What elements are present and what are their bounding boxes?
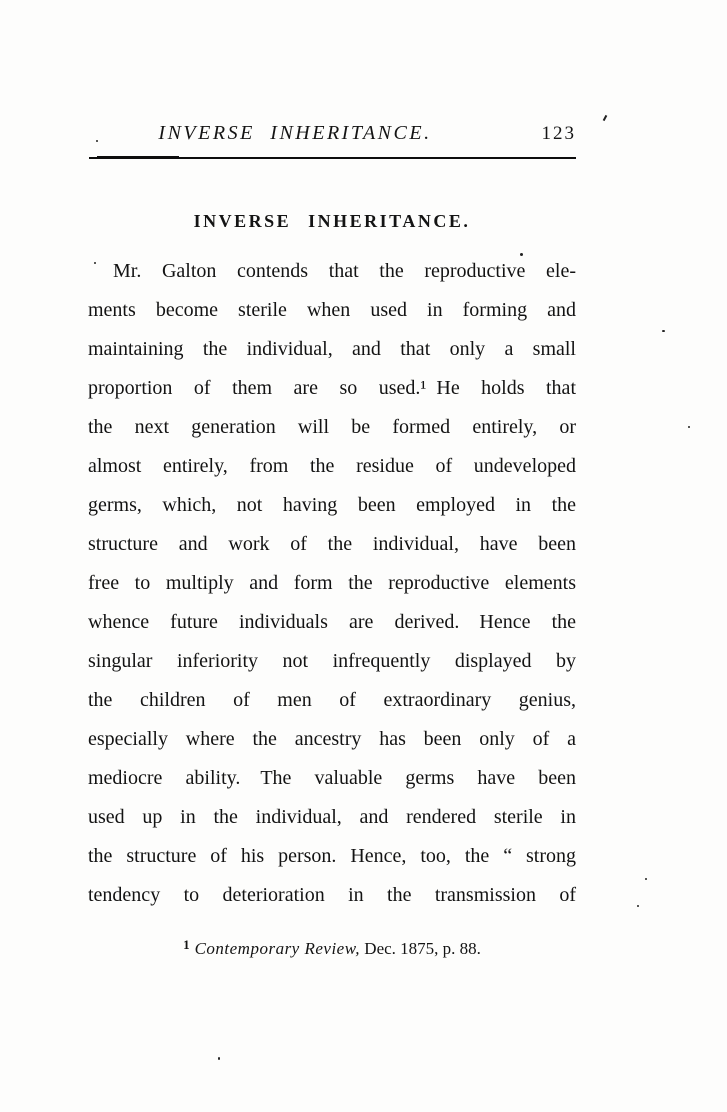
scan-speck <box>662 330 665 332</box>
scan-speck <box>96 140 98 142</box>
body-line: the next generation will be formed entirely, or <box>88 416 576 438</box>
body-line: singular inferiority not infrequently displayed by <box>88 650 576 672</box>
body-text <box>88 252 576 915</box>
body-line: tendency to deterioration in the transmission of <box>88 884 576 906</box>
scan-speck <box>645 878 647 880</box>
section-heading: INVERSE INHERITANCE. <box>193 211 471 231</box>
body-line: maintaining the individual, and that only a small <box>88 338 576 360</box>
body-line: germs, which, not having been employed in the <box>88 494 576 516</box>
footnote-marker: 1 <box>183 937 190 952</box>
footnote-source: Contemporary Review, <box>194 939 361 958</box>
body-line: mediocre ability. The valuable germs have been <box>88 767 576 789</box>
body-line: ments become sterile when used in forming and <box>88 299 576 321</box>
body-line: the structure of his person. Hence, too, the “ strong <box>88 845 576 867</box>
body-line: used up in the individual, and rendered sterile in <box>88 806 576 828</box>
body-line: the children of men of extraordinary genius, <box>88 689 576 711</box>
body-line: especially where the ancestry has been only of a <box>88 728 576 750</box>
header-rule <box>89 157 576 159</box>
running-title: INVERSE INHERITANCE. <box>158 122 432 144</box>
footnote-detail: Dec. 1875, p. 88. <box>360 939 481 958</box>
body-line: almost entirely, from the residue of undeveloped <box>88 455 576 477</box>
scan-speck <box>94 262 96 264</box>
scan-speck <box>637 905 639 907</box>
body-line: whence future individuals are derived. Hence the <box>88 611 576 633</box>
body-line: free to multiply and form the reproductive elements <box>88 572 576 594</box>
body-line: proportion of them are so used.¹ He holds that <box>88 377 576 399</box>
footnote <box>88 930 576 964</box>
page-number: 123 <box>541 123 576 144</box>
body-line: structure and work of the individual, have been <box>88 533 576 555</box>
body-line: Mr. Galton contends that the reproductive ele- <box>113 260 576 282</box>
scan-speck <box>218 1057 220 1060</box>
scan-speck <box>520 253 523 256</box>
scan-speck <box>603 115 608 121</box>
scan-speck <box>688 426 690 428</box>
running-header <box>88 122 576 148</box>
